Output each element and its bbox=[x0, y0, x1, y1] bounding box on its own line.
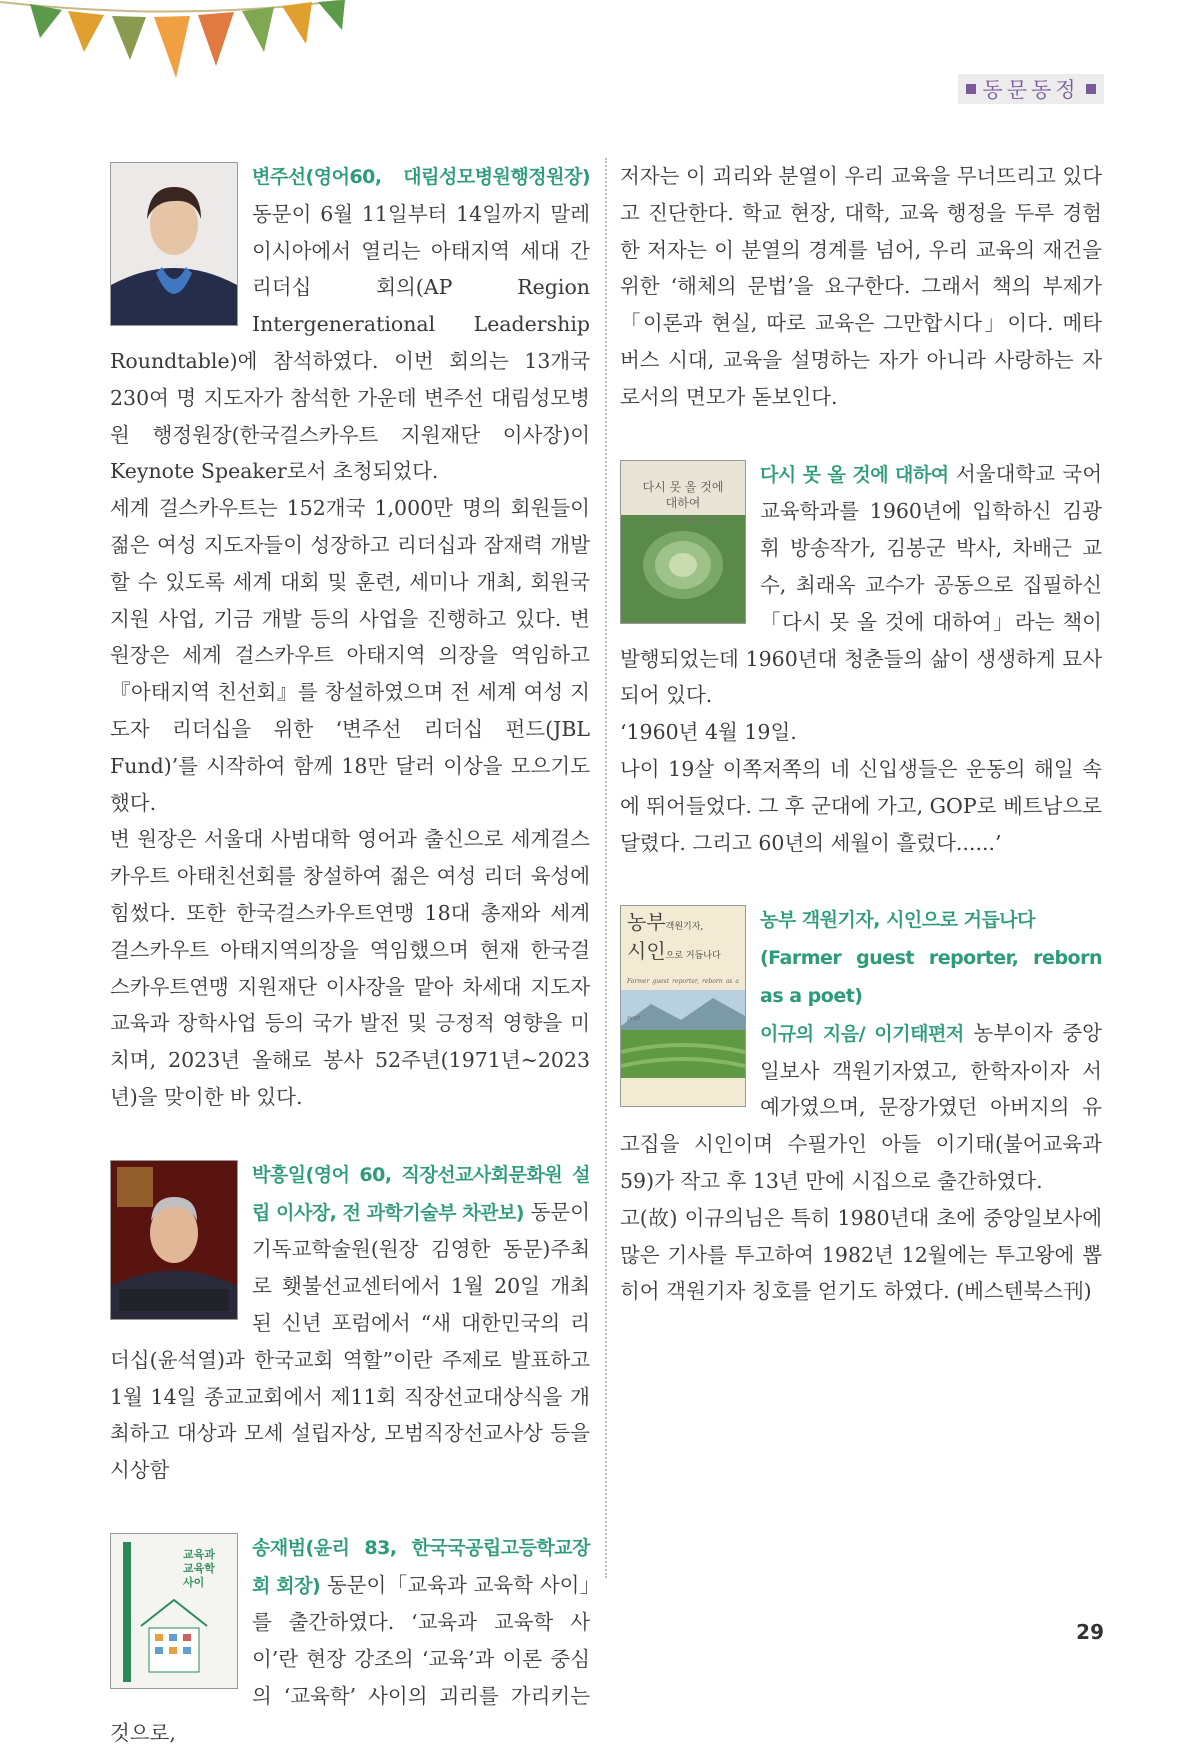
cover-big-1: 농부 bbox=[627, 910, 666, 935]
name-song: 송재범(윤리 83, 한국국공립고등학교장회 회장) bbox=[252, 1536, 590, 1597]
house-illustration bbox=[111, 1534, 237, 1688]
cover-small-2: 으로 거듭나다 bbox=[665, 951, 721, 962]
park-photo-illustration bbox=[111, 1161, 237, 1319]
left-column bbox=[110, 158, 590, 1752]
page-number: 29 bbox=[1076, 1620, 1104, 1644]
portrait-illustration bbox=[111, 163, 237, 325]
cover-title-1960-line2: 대하여 bbox=[665, 495, 701, 510]
cover-big-2: 시인 bbox=[627, 939, 666, 964]
text-1960-p2: ‘1960년 4월 19일. bbox=[620, 720, 797, 745]
text-1960-p3: 나이 19살 이쪽저쪽의 네 신입생들은 운동의 해일 속에 뛰어들었다. 그 후 군대에 가고, GOP로 베트남으로 달렸다. 그리고 60년의 세월이 흘렀다......’ bbox=[620, 756, 1102, 855]
article-book-1960 bbox=[620, 456, 1102, 862]
text-song-continued: 저자는 이 괴리와 분열이 우리 교육을 무너뜨리고 있다고 진단한다. 학교 현장, 대학, 교육 행정을 두루 경험한 저자는 이 분열의 경계를 넘어, 우리 교육의 재건을 위한 ‘해체의 문법’을 요구한다. 그래서 책의 부제가「이론과 현실, 따로 교육은 그만합시다」이다. 메타버스 시대, 교육을 설명하는 자가 아니라 사랑하는 자로서의 면모가 돋보인다. bbox=[620, 164, 1102, 409]
portrait-byun bbox=[110, 162, 238, 326]
section-label: 동문동정 bbox=[982, 78, 1080, 102]
text-byun-p1: 동문이 6월 11일부터 14일까지 말레이시아에서 열리는 아태지역 세대 간 리더십 회의(AP Region Intergenerational Leadership Roundtable)에 참석하였다. 이번 회의는 13개국 230여 명 지도자가 참석한 가운데 변주선 대림성모병원 행정원장(한국걸스카우트 지원재단 이사장)이 Keynote Speaker로서 초청되었다. bbox=[110, 201, 590, 484]
cover-italic: Farmer guest reporter, reborn as a poet bbox=[627, 978, 739, 1023]
title-book-1960: 다시 못 올 것에 대하여 bbox=[760, 463, 949, 486]
text-byun-p2: 세계 걸스카우트는 152개국 1,000만 명의 회원들이 젊은 여성 지도자들이 성장하고 리더십과 잠재력 개발할 수 있도록 세계 대회 및 훈련, 세미나 개최, 회원국 지원 사업, 기금 개발 등의 사업을 진행하고 있다. 변 원장은 세계 걸스카우트 아태지역 의장을 역임하고『아태지역 친선회』를 창설하였으며 전 세계 여성 지도자 리더십을 위한 ‘변주선 리더십 펀드(JBL Fund)’를 시작하여 함께 18만 달러 이상을 모으기도 했다. bbox=[110, 496, 590, 815]
section-tag bbox=[958, 74, 1104, 104]
byline-farmer-poet: 이규의 지음/ 이기태편저 bbox=[760, 1022, 964, 1045]
text-byun-p3: 변 원장은 서울대 사범대학 영어과 출신으로 세계걸스카우트 아태친선회를 창설하여 젊은 여성 리더 육성에 힘썼다. 또한 한국걸스카우트연맹 18대 총재와 세계걸스카우트 아태지역의장을 역임했으며 현재 한국걸스카우트연맹 지원재단 이사장을 맡아 차세대 지도자 교육과 장학사업 등의 국가 발전 및 긍정적 영향을 미치며, 2023년 올해로 봉사 52주년(1971년~2023년)을 맞이한 바 있다. bbox=[110, 827, 590, 1109]
article-park bbox=[110, 1156, 590, 1489]
cover-small-1: 객원기자, bbox=[665, 922, 704, 933]
square-icon bbox=[1086, 84, 1096, 94]
title-farmer-poet: 농부 객원기자, 시인으로 거듭나다 bbox=[760, 909, 1036, 932]
text-farmer-p1: 농부이자 중앙일보사 객원기자였고, 한학자이자 서예가였으며, 문장가였던 아버지의 유고집을 시인이며 수필가인 아들 이기태(불어교육과 59)가 작고 후 13년 만에 시집으로 출간하였다. bbox=[620, 1020, 1102, 1193]
cover-title-1960-line1: 다시 못 올 것에 bbox=[642, 479, 724, 494]
book-cover-song bbox=[110, 1533, 238, 1689]
article-farmer-poet bbox=[620, 901, 1102, 1310]
bunting-decoration bbox=[0, 0, 360, 90]
cover-authors-1960: 김광휘 김봉군 차배근 최래옥 bbox=[645, 516, 721, 524]
article-byun bbox=[110, 158, 590, 1116]
column-divider bbox=[605, 158, 607, 1578]
article-song bbox=[110, 1529, 590, 1752]
text-park-p1: 동문이 기독교학술원(원장 김영한 동문)주최로 횃불선교센터에서 1월 20일 개최된 신년 포럼에서 “새 대한민국의 리더십(윤석열)과 한국교회 역할”이란 주제로 발표하고 1월 14일 종교교회에서 제11회 직장선교대상식을 개최하고 대상과 모세 설립자상, 모범직장선교사상 등을 시상함 bbox=[110, 1199, 590, 1483]
square-icon bbox=[966, 84, 976, 94]
name-park: 박흥일(영어 60, 직장선교사회문화원 설립 이사장, 전 과학기술부 차관보) bbox=[252, 1163, 590, 1224]
text-1960-p1: 서울대학교 국어교육학과를 1960년에 입학하신 김광휘 방송작가, 김봉군 박사, 차배근 교수, 최래옥 교수가 공동으로 집필하신「다시 못 올 것에 대하여」라는 책이 발행되었는데 1960년대 청춘들의 삶이 생생하게 묘사되어 있다. bbox=[620, 461, 1102, 708]
book-cover-farmer bbox=[620, 905, 746, 1107]
text-song-p1: 동문이「교육과 교육학 사이」를 출간하였다. ‘교육과 교육학 사이’란 현장 강조의 ‘교육’과 이론 중심의 ‘교육학’ 사이의 괴리를 가리키는 것으로, bbox=[110, 1572, 590, 1745]
name-byun: 변주선(영어60, 대림성모병원행정원장) bbox=[252, 166, 590, 188]
right-column bbox=[620, 158, 1102, 1310]
photo-park bbox=[110, 1160, 238, 1320]
book-cover-1960 bbox=[620, 460, 746, 624]
subtitle-farmer-poet: (Farmer guest reporter, reborn as a poet) bbox=[760, 947, 1102, 1007]
text-farmer-p2: 고(故) 이규의님은 특히 1980년대 초에 중앙일보사에 많은 기사를 투고하여 1982년 12월에는 투고왕에 뽑히어 객원기자 칭호를 얻기도 하였다. (베스텐북스刊) bbox=[620, 1205, 1102, 1304]
cover-title-song: 교육과 교육학 사이 bbox=[183, 1547, 215, 1589]
